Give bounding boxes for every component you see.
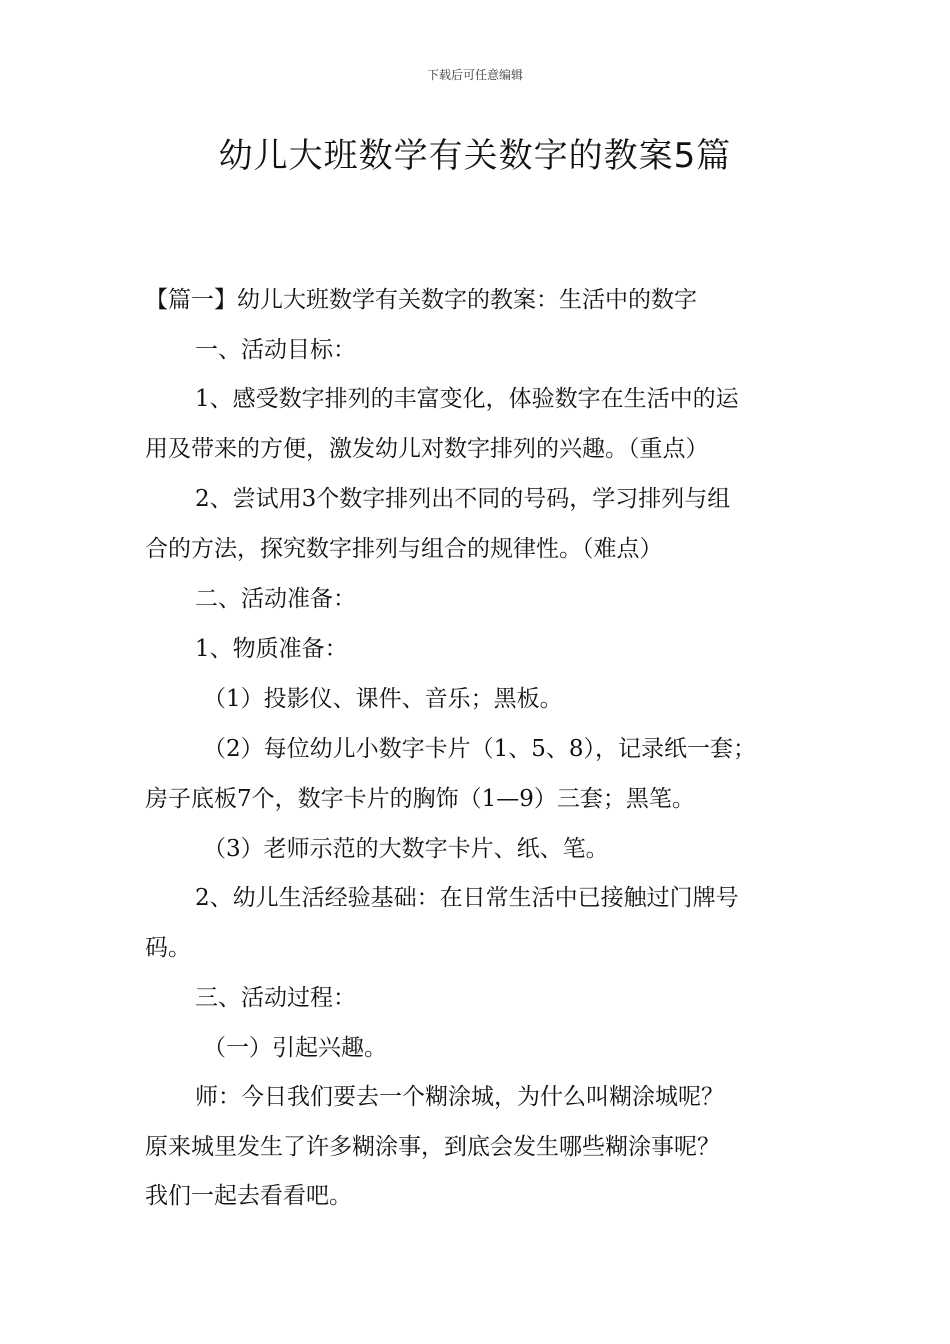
header-note: 下载后可任意编辑 bbox=[426, 68, 523, 82]
paragraph-line: 合的方法，探究数字排列与组合的规律性。（难点） bbox=[145, 536, 663, 562]
heading-activity-goals: 一、活动目标： bbox=[195, 337, 356, 363]
paragraph-line: 1、物质准备： bbox=[195, 636, 348, 662]
paragraph-line: 原来城里发生了许多糊涂事，到底会发生哪些糊涂事呢？ bbox=[145, 1134, 720, 1160]
paragraph-line: 师：今日我们要去一个糊涂城，为什么叫糊涂城呢？ bbox=[195, 1084, 724, 1110]
document-title: 幼儿大班数学有关数字的教案5篇 bbox=[218, 136, 732, 176]
paragraph-line: 我们一起去看看吧。 bbox=[145, 1183, 352, 1209]
paragraph-line: 用及带来的方便，激发幼儿对数字排列的兴趣。（重点） bbox=[145, 436, 709, 462]
paragraph-line: 2、尝试用3个数字排列出不同的号码，学习排列与组 bbox=[195, 486, 731, 512]
paragraph-line: （2）每位幼儿小数字卡片（1、5、8），记录纸一套； bbox=[203, 736, 757, 762]
paragraph-line: （3）老师示范的大数字卡片、纸、笔。 bbox=[203, 836, 609, 862]
section-heading-part-one: 【篇一】幼儿大班数学有关数字的教案：生活中的数字 bbox=[145, 287, 697, 313]
paragraph-line: 码。 bbox=[145, 935, 191, 961]
paragraph-line: 房子底板7个，数字卡片的胸饰（1—9）三套；黑笔。 bbox=[145, 786, 695, 812]
heading-activity-preparation: 二、活动准备： bbox=[195, 586, 356, 612]
paragraph-line: 2、幼儿生活经验基础：在日常生活中已接触过门牌号 bbox=[195, 885, 739, 911]
paragraph-line: （1）投影仪、课件、音乐；黑板。 bbox=[203, 686, 563, 712]
heading-activity-process: 三、活动过程： bbox=[195, 985, 356, 1011]
subheading-arouse-interest: （一）引起兴趣。 bbox=[203, 1035, 387, 1061]
paragraph-line: 1、感受数字排列的丰富变化，体验数字在生活中的运 bbox=[195, 386, 739, 412]
